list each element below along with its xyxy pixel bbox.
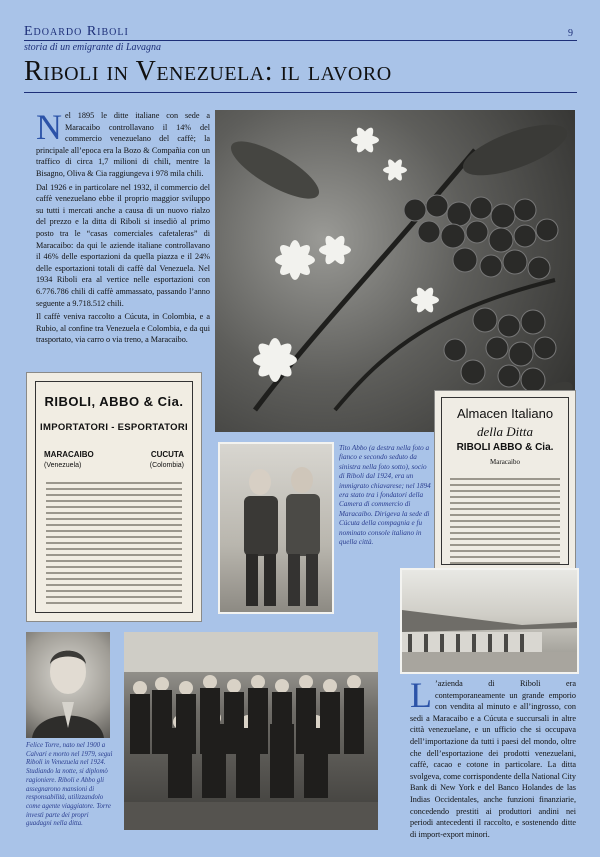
ad2-city: Maracaibo [490, 458, 520, 466]
ad2-company-name: RIBOLI ABBO & Cia. [456, 442, 554, 453]
header-rule [24, 40, 577, 41]
intro-p1-text: el 1895 le ditte italiane con sede a Maracaibo controllavano il 14% del commercio venezuelano del caffè; la principale all’epoca era la Bozo & Compañia con un traffico di circa 1,7 milioni di chili, mentre la Bisagno, Oliva & Cia raggiungeva i 978 mila chili. [36, 111, 210, 178]
ad-city-cucuta: CUCUTA [150, 450, 184, 459]
header-subtitle: storia di un emigrante di Lavagna [24, 42, 161, 53]
advertisement-frame [441, 397, 569, 565]
coffee-plant-illustration [215, 110, 575, 432]
ad-countries [44, 462, 184, 469]
ad-fine-print [46, 482, 182, 604]
closing-paragraph [410, 675, 576, 840]
title-rule [24, 92, 577, 93]
intro-dropcap: N [36, 107, 62, 147]
intro-paragraph-3: Il caffè veniva raccolto a Cúcuta, in Colombia, e a Rubio, al confine tra Venezuela e Colombia, e da qui trasportato, via carro o via treno, a Maracaibo. [36, 312, 210, 345]
advertisement-frame [35, 381, 193, 613]
intro-paragraph-1 [36, 107, 210, 180]
riboli-abbo-advertisement [26, 372, 202, 622]
ad-company-name: RIBOLI, ABBO & Cia. [44, 394, 184, 409]
closing-text [410, 675, 576, 839]
two-men-photo [218, 442, 334, 614]
ad2-della-ditta: della Ditta [477, 424, 533, 439]
ad2-store-name: Almacen Italiano [456, 406, 554, 421]
ad-country-venezuela: (Venezuela) [44, 462, 82, 469]
almacen-italiano-advertisement [434, 390, 576, 572]
felice-torre-portrait [26, 632, 110, 738]
tito-abbo-caption: Tito Abbo (a destra nella foto a fianco e secondo seduto da sinistra nella foto sotto), socio di Riboli dal 1924, era un immigrato chiavarese; nel 1894 era stato tra i fondatori della Camera di commercio di Maracaibo. Dirigeva la sede di Cúcuta della compagnia e fu nominato console italiano in quella città. [339, 444, 431, 547]
ad-cities [44, 450, 184, 459]
group-illustration [124, 632, 378, 830]
intro-text [36, 107, 210, 372]
two-men-illustration [220, 444, 332, 612]
ad-city-maracaibo: MARACAIBO [44, 450, 94, 459]
ad-business-type: IMPORTATORI - ESPORTATORI [40, 422, 188, 433]
coffee-plant-photo [215, 110, 575, 432]
portrait-illustration [26, 632, 110, 738]
street-photo [400, 568, 579, 674]
author-name: Edoardo Riboli [24, 24, 129, 39]
closing-body: ’azienda di Riboli era contemporaneamente un grande emporio con vendita al minuto e all’ingrosso, con sedi a Maracaibo e a Cúcuta e succursali in altre città venezuelane, e un ufficio che si occupava dell’importazione da tutti i paesi del mondo, oltre che dell’esportazione dei prodotti venezuelani, caffè, cacao e cotone in particolare. La ditta svolgeva, come corrispondente della National City Bank di New York e del Banco Holandes de las Indias Occidentales, anche funzioni finanziarie, concedendo prestiti ai produttori andini nei periodi antecedenti il raccolto, e sostenendo ditte di import-export minori. [410, 679, 576, 839]
ad-country-colombia: (Colombia) [149, 462, 184, 469]
intro-paragraph-2: Dal 1926 e in particolare nel 1932, il commercio del caffè venezuelano ebbe il proprio maggior sviluppo su tutti i mercati anche a causa di un nuovo rialzo del prezzo e la ditta di Riboli si insediò al primo posto tra le “casas comerciales cafetaleras” di Maracaibo: da qui le aziende italiane controllavano il 46% delle esportazioni da quella piazza e il 24% delle esportazioni totali di caffè dal Venezuela. Nel 1934 Riboli era al vertice nelle esportazioni con 6.776.786 chili di caffè ammassato, passando l’anno seguente a 9.718.512 chili. [36, 182, 210, 308]
ad2-fine-print [450, 478, 560, 556]
group-photo [124, 632, 378, 830]
felice-torre-caption: Felice Torre, nato nel 1900 a Calvari e morto nel 1979, seguì Riboli in Venezuela nel 1924. Studiando la notte, si diplomò ragioniere. Riboli e Abbo gli assegnarono mansioni di responsabilità, utilizzandolo come agente viaggiatore. Torre investì parte dei propri guadagni nella ditta. [26, 742, 113, 828]
page-title: Riboli in Venezuela: il lavoro [24, 56, 392, 87]
closing-dropcap: L [410, 675, 432, 715]
street-illustration [402, 570, 577, 672]
page-number: 9 [568, 28, 573, 39]
